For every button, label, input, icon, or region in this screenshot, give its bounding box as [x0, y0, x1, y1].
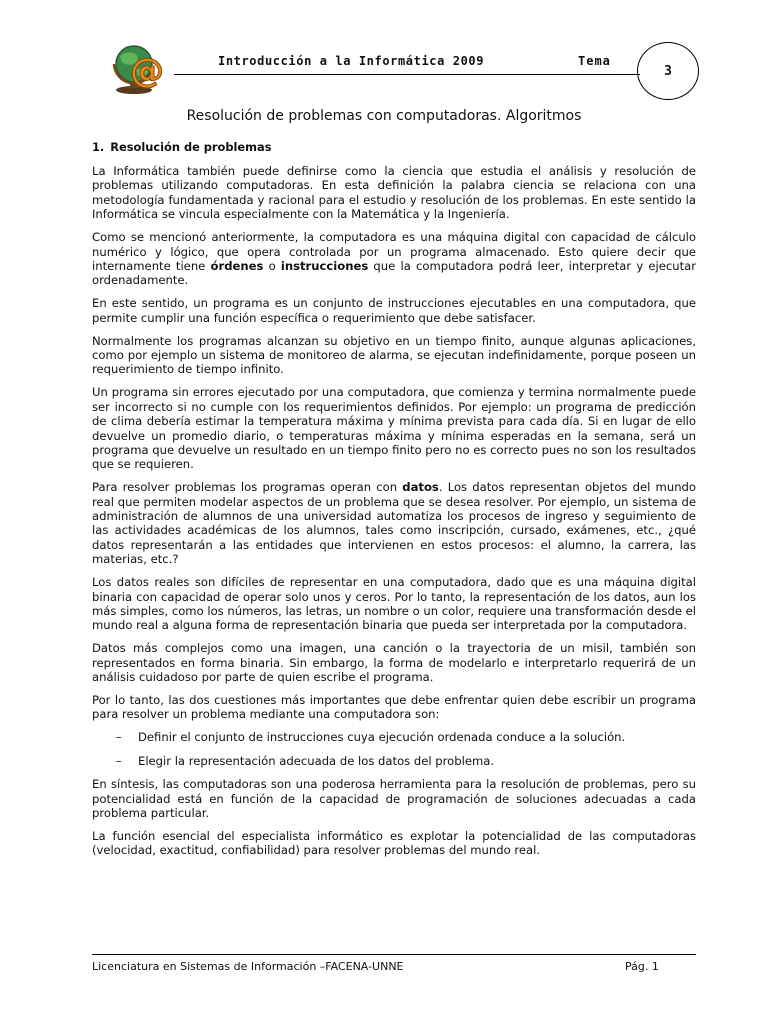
footer-rule	[92, 954, 696, 955]
list-item: – Definir el conjunto de instrucciones cuya ejecución ordenada conduce a la solución.	[116, 730, 626, 745]
paragraph: Para resolver problemas los programas operan con datos. Los datos representan objetos del mundo real que permiten modelar aspectos de un problema que se desea resolver. Por ejemplo, un sistema de administración de alumnos de una universidad automatiza los procesos de ingreso y seguimiento de las actividades académicas de los alumnos, tales como inscripción, cursado, exámenes, etc., ¿qué datos representarán a las entidades que intervienen en estos procesos: el alumno, la carrera, las materias, etc.?	[92, 480, 696, 567]
document-title: Resolución de problemas con computadoras. Algoritmos	[186, 108, 582, 124]
page-number: Pág. 1	[625, 960, 659, 973]
paragraph: Los datos reales son difíciles de representar en una computadora, dado que es una máquina digital binaria con capacidad de operar solo unos y ceros. Por lo tanto, la representación de los datos, aun los más simples, como los números, las letras, un nombre o un color, requiere una transformación desde el mundo real a alguna forma de representación binaria que pueda ser interpretada por la computadora.	[92, 575, 696, 633]
paragraph: En síntesis, las computadoras son una poderosa herramienta para la resolución de problemas, pero su potencialidad está en función de la capacidad de programación de soluciones adecuadas a cada problema particular.	[92, 777, 696, 820]
paragraph: La función esencial del especialista informático es explotar la potencialidad de las computadoras (velocidad, exactitud, confiabilidad) para resolver problemas del mundo real.	[92, 828, 696, 858]
section-number: 1.	[92, 140, 105, 154]
section-heading	[92, 140, 696, 154]
paragraph: En este sentido, un programa es un conjunto de instrucciones ejecutables en una computadora, que permite cumplir una función específica o requerimiento que debe satisfacer.	[92, 296, 696, 325]
globe-at-sign-icon	[100, 36, 166, 96]
section-title: Resolución de problemas	[110, 140, 272, 154]
paragraph: Como se mencionó anteriormente, la computadora es una máquina digital con capacidad de cálculo numérico y lógico, que opera controlada por un programa almacenado. Esto quiere decir que internamente tiene órdenes o instrucciones que la computadora podrá leer, interpretar y ejecutar ordenadamente.	[92, 230, 697, 288]
bullet-dash: –	[116, 730, 122, 745]
paragraph: Datos más complejos como una imagen, una canción o la trayectoria de un misil, también son representados en forma binaria. Sin embargo, la forma de modelarlo e interpretarlo requerirá de un análisis cuidadoso por parte de quien escribe el programa.	[92, 641, 696, 685]
list-item: – Elegir la representación adecuada de los datos del problema.	[116, 753, 495, 768]
header-title: Introducción a la Informática 2009	[218, 54, 485, 68]
svg-text:@: @	[130, 51, 164, 91]
bullet-dash: –	[116, 753, 122, 768]
document-body	[92, 140, 696, 866]
tema-number: 3	[664, 63, 672, 79]
bold-term: órdenes	[210, 258, 264, 273]
header-tema-label: Tema	[578, 54, 611, 68]
bullet-list	[92, 730, 696, 768]
tema-number-badge	[637, 42, 699, 100]
bold-term: datos	[402, 480, 439, 495]
paragraph: Normalmente los programas alcanzan su objetivo en un tiempo finito, aunque algunas aplicaciones, como por ejemplo un sistema de monitoreo de alarma, se ejecutan indefinidamente, porque poseen un requerimiento de tiempo infinito.	[92, 333, 696, 377]
footer-program: Licenciatura en Sistemas de Información –FACENA-UNNE	[92, 960, 404, 973]
paragraph: Por lo tanto, las dos cuestiones más importantes que debe enfrentar quien debe escribir un programa para resolver un problema mediante una computadora son:	[92, 693, 696, 722]
bold-term: instrucciones	[280, 258, 369, 273]
paragraph: La Informática también puede definirse como la ciencia que estudia el análisis y resolución de problemas utilizando computadoras. En esta definición la palabra ciencia se relaciona con una metodología fundamentada y racional para el estudio y resolución de los problemas. En este sentido la Informática se vincula especialmente con la Matemática y la Ingeniería.	[92, 164, 696, 222]
paragraph: Un programa sin errores ejecutado por una computadora, que comienza y termina normalmente puede ser incorrecto si no cumple con los requerimientos definidos. Por ejemplo: un programa de predicción de clima debería estimar la temperatura máxima y mínima prevista para cada día. Si en lugar de ello devuelve un promedio diario, o temperaturas máxima y mínima esperadas en la semana, será un programa que devuelve un resultado en un tiempo finito pero no es correcto pues no son los resultados que se requieren.	[92, 385, 696, 472]
header-rule	[174, 74, 640, 75]
